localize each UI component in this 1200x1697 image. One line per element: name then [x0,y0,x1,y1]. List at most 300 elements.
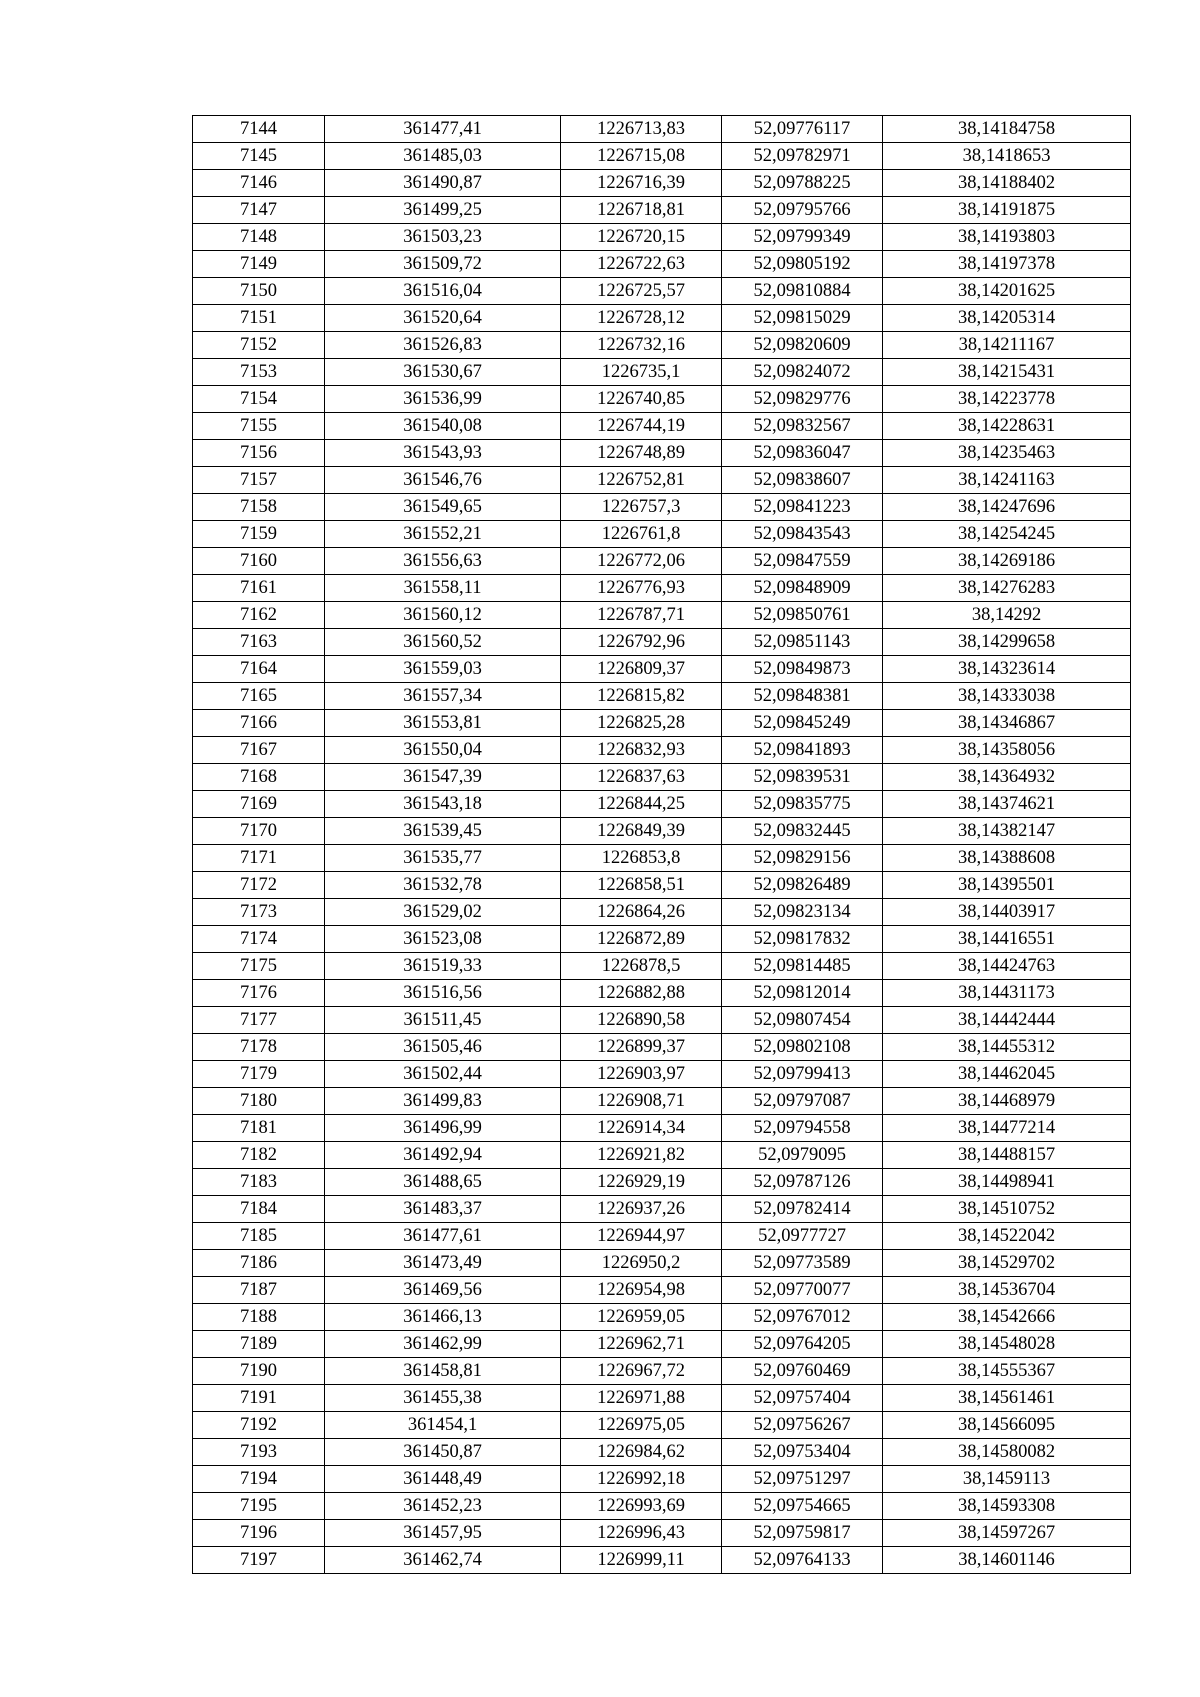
x-coordinate-cell: 361543,18 [325,791,561,818]
table-row [193,1142,1131,1169]
latitude-cell: 52,09847559 [722,548,883,575]
point-number-cell: 7145 [193,143,325,170]
table-row [193,575,1131,602]
x-coordinate-cell: 361543,93 [325,440,561,467]
x-coordinate-cell: 361488,65 [325,1169,561,1196]
latitude-cell: 52,09810884 [722,278,883,305]
point-number-cell: 7180 [193,1088,325,1115]
y-coordinate-cell: 1226837,63 [561,764,722,791]
table-row [193,1196,1131,1223]
y-coordinate-cell: 1226735,1 [561,359,722,386]
point-number-cell: 7168 [193,764,325,791]
longitude-cell: 38,14555367 [883,1358,1131,1385]
x-coordinate-cell: 361560,12 [325,602,561,629]
x-coordinate-cell: 361454,1 [325,1412,561,1439]
latitude-cell: 52,09851143 [722,629,883,656]
table-row [193,1466,1131,1493]
point-number-cell: 7175 [193,953,325,980]
table-row [193,1115,1131,1142]
table-row [193,602,1131,629]
latitude-cell: 52,09841223 [722,494,883,521]
point-number-cell: 7163 [193,629,325,656]
longitude-cell: 38,14333038 [883,683,1131,710]
coordinates-table-body [193,116,1131,1574]
y-coordinate-cell: 1226722,63 [561,251,722,278]
y-coordinate-cell: 1226890,58 [561,1007,722,1034]
point-number-cell: 7181 [193,1115,325,1142]
table-row [193,845,1131,872]
x-coordinate-cell: 361448,49 [325,1466,561,1493]
x-coordinate-cell: 361511,45 [325,1007,561,1034]
longitude-cell: 38,14215431 [883,359,1131,386]
latitude-cell: 52,09756267 [722,1412,883,1439]
y-coordinate-cell: 1226971,88 [561,1385,722,1412]
point-number-cell: 7150 [193,278,325,305]
latitude-cell: 52,09807454 [722,1007,883,1034]
latitude-cell: 52,09845249 [722,710,883,737]
longitude-cell: 38,14276283 [883,575,1131,602]
latitude-cell: 52,0979095 [722,1142,883,1169]
y-coordinate-cell: 1226999,11 [561,1547,722,1574]
latitude-cell: 52,09757404 [722,1385,883,1412]
table-row [193,1439,1131,1466]
table-row [193,1412,1131,1439]
y-coordinate-cell: 1226853,8 [561,845,722,872]
longitude-cell: 38,14477214 [883,1115,1131,1142]
x-coordinate-cell: 361549,65 [325,494,561,521]
point-number-cell: 7189 [193,1331,325,1358]
longitude-cell: 38,14542666 [883,1304,1131,1331]
latitude-cell: 52,09770077 [722,1277,883,1304]
point-number-cell: 7195 [193,1493,325,1520]
latitude-cell: 52,09782414 [722,1196,883,1223]
latitude-cell: 52,09782971 [722,143,883,170]
y-coordinate-cell: 1226748,89 [561,440,722,467]
table-row [193,953,1131,980]
table-row [193,926,1131,953]
y-coordinate-cell: 1226728,12 [561,305,722,332]
table-row [193,1061,1131,1088]
latitude-cell: 52,09773589 [722,1250,883,1277]
longitude-cell: 38,14235463 [883,440,1131,467]
y-coordinate-cell: 1226772,06 [561,548,722,575]
y-coordinate-cell: 1226899,37 [561,1034,722,1061]
point-number-cell: 7158 [193,494,325,521]
y-coordinate-cell: 1226864,26 [561,899,722,926]
y-coordinate-cell: 1226718,81 [561,197,722,224]
latitude-cell: 52,09841893 [722,737,883,764]
table-row [193,1250,1131,1277]
longitude-cell: 38,14462045 [883,1061,1131,1088]
latitude-cell: 52,09835775 [722,791,883,818]
x-coordinate-cell: 361552,21 [325,521,561,548]
table-row [193,440,1131,467]
y-coordinate-cell: 1226944,97 [561,1223,722,1250]
y-coordinate-cell: 1226967,72 [561,1358,722,1385]
longitude-cell: 38,14424763 [883,953,1131,980]
x-coordinate-cell: 361540,08 [325,413,561,440]
y-coordinate-cell: 1226720,15 [561,224,722,251]
longitude-cell: 38,14193803 [883,224,1131,251]
point-number-cell: 7154 [193,386,325,413]
y-coordinate-cell: 1226744,19 [561,413,722,440]
longitude-cell: 38,1459113 [883,1466,1131,1493]
latitude-cell: 52,09814485 [722,953,883,980]
latitude-cell: 52,09759817 [722,1520,883,1547]
table-row [193,251,1131,278]
x-coordinate-cell: 361536,99 [325,386,561,413]
longitude-cell: 38,14364932 [883,764,1131,791]
y-coordinate-cell: 1226716,39 [561,170,722,197]
table-row [193,1223,1131,1250]
table-row [193,764,1131,791]
table-row [193,467,1131,494]
y-coordinate-cell: 1226715,08 [561,143,722,170]
x-coordinate-cell: 361457,95 [325,1520,561,1547]
table-row [193,980,1131,1007]
x-coordinate-cell: 361526,83 [325,332,561,359]
longitude-cell: 38,14442444 [883,1007,1131,1034]
point-number-cell: 7147 [193,197,325,224]
y-coordinate-cell: 1226962,71 [561,1331,722,1358]
latitude-cell: 52,09815029 [722,305,883,332]
x-coordinate-cell: 361509,72 [325,251,561,278]
y-coordinate-cell: 1226776,93 [561,575,722,602]
table-row [193,899,1131,926]
table-row [193,278,1131,305]
latitude-cell: 52,09848381 [722,683,883,710]
latitude-cell: 52,09826489 [722,872,883,899]
y-coordinate-cell: 1226757,3 [561,494,722,521]
longitude-cell: 38,14468979 [883,1088,1131,1115]
point-number-cell: 7185 [193,1223,325,1250]
x-coordinate-cell: 361529,02 [325,899,561,926]
y-coordinate-cell: 1226903,97 [561,1061,722,1088]
y-coordinate-cell: 1226993,69 [561,1493,722,1520]
latitude-cell: 52,09850761 [722,602,883,629]
x-coordinate-cell: 361530,67 [325,359,561,386]
y-coordinate-cell: 1226787,71 [561,602,722,629]
x-coordinate-cell: 361516,04 [325,278,561,305]
latitude-cell: 52,09829776 [722,386,883,413]
latitude-cell: 52,09829156 [722,845,883,872]
table-row [193,1385,1131,1412]
point-number-cell: 7178 [193,1034,325,1061]
x-coordinate-cell: 361539,45 [325,818,561,845]
longitude-cell: 38,14299658 [883,629,1131,656]
point-number-cell: 7151 [193,305,325,332]
point-number-cell: 7153 [193,359,325,386]
latitude-cell: 52,09797087 [722,1088,883,1115]
y-coordinate-cell: 1226882,88 [561,980,722,1007]
x-coordinate-cell: 361502,44 [325,1061,561,1088]
table-row [193,1088,1131,1115]
point-number-cell: 7197 [193,1547,325,1574]
latitude-cell: 52,09849873 [722,656,883,683]
x-coordinate-cell: 361553,81 [325,710,561,737]
longitude-cell: 38,14188402 [883,170,1131,197]
x-coordinate-cell: 361490,87 [325,170,561,197]
point-number-cell: 7157 [193,467,325,494]
x-coordinate-cell: 361535,77 [325,845,561,872]
y-coordinate-cell: 1226908,71 [561,1088,722,1115]
latitude-cell: 52,09751297 [722,1466,883,1493]
y-coordinate-cell: 1226872,89 [561,926,722,953]
point-number-cell: 7176 [193,980,325,1007]
y-coordinate-cell: 1226815,82 [561,683,722,710]
latitude-cell: 52,09760469 [722,1358,883,1385]
table-row [193,143,1131,170]
point-number-cell: 7196 [193,1520,325,1547]
table-row [193,1277,1131,1304]
y-coordinate-cell: 1226959,05 [561,1304,722,1331]
longitude-cell: 38,14374621 [883,791,1131,818]
x-coordinate-cell: 361505,46 [325,1034,561,1061]
table-row [193,710,1131,737]
longitude-cell: 38,14561461 [883,1385,1131,1412]
latitude-cell: 52,09776117 [722,116,883,143]
point-number-cell: 7179 [193,1061,325,1088]
point-number-cell: 7170 [193,818,325,845]
x-coordinate-cell: 361499,25 [325,197,561,224]
latitude-cell: 52,09836047 [722,440,883,467]
point-number-cell: 7162 [193,602,325,629]
point-number-cell: 7174 [193,926,325,953]
longitude-cell: 38,14211167 [883,332,1131,359]
x-coordinate-cell: 361560,52 [325,629,561,656]
x-coordinate-cell: 361559,03 [325,656,561,683]
latitude-cell: 52,09820609 [722,332,883,359]
y-coordinate-cell: 1226937,26 [561,1196,722,1223]
x-coordinate-cell: 361496,99 [325,1115,561,1142]
point-number-cell: 7148 [193,224,325,251]
longitude-cell: 38,14205314 [883,305,1131,332]
longitude-cell: 38,14254245 [883,521,1131,548]
longitude-cell: 38,14416551 [883,926,1131,953]
y-coordinate-cell: 1226984,62 [561,1439,722,1466]
longitude-cell: 38,14241163 [883,467,1131,494]
y-coordinate-cell: 1226992,18 [561,1466,722,1493]
point-number-cell: 7182 [193,1142,325,1169]
longitude-cell: 38,14510752 [883,1196,1131,1223]
y-coordinate-cell: 1226792,96 [561,629,722,656]
point-number-cell: 7161 [193,575,325,602]
latitude-cell: 52,09753404 [722,1439,883,1466]
x-coordinate-cell: 361519,33 [325,953,561,980]
x-coordinate-cell: 361550,04 [325,737,561,764]
x-coordinate-cell: 361450,87 [325,1439,561,1466]
point-number-cell: 7165 [193,683,325,710]
latitude-cell: 52,09805192 [722,251,883,278]
table-row [193,332,1131,359]
longitude-cell: 38,14593308 [883,1493,1131,1520]
point-number-cell: 7171 [193,845,325,872]
x-coordinate-cell: 361547,39 [325,764,561,791]
x-coordinate-cell: 361556,63 [325,548,561,575]
table-row [193,656,1131,683]
y-coordinate-cell: 1226858,51 [561,872,722,899]
longitude-cell: 38,14395501 [883,872,1131,899]
table-row [193,1331,1131,1358]
point-number-cell: 7192 [193,1412,325,1439]
x-coordinate-cell: 361503,23 [325,224,561,251]
point-number-cell: 7156 [193,440,325,467]
longitude-cell: 38,14201625 [883,278,1131,305]
latitude-cell: 52,09824072 [722,359,883,386]
table-row [193,872,1131,899]
latitude-cell: 52,09754665 [722,1493,883,1520]
x-coordinate-cell: 361557,34 [325,683,561,710]
longitude-cell: 38,14358056 [883,737,1131,764]
table-row [193,629,1131,656]
table-row [193,548,1131,575]
latitude-cell: 52,09802108 [722,1034,883,1061]
table-row [193,305,1131,332]
point-number-cell: 7155 [193,413,325,440]
table-row [193,386,1131,413]
y-coordinate-cell: 1226761,8 [561,521,722,548]
longitude-cell: 38,14580082 [883,1439,1131,1466]
table-row [193,359,1131,386]
table-row [193,1493,1131,1520]
longitude-cell: 38,14522042 [883,1223,1131,1250]
x-coordinate-cell: 361520,64 [325,305,561,332]
longitude-cell: 38,14247696 [883,494,1131,521]
x-coordinate-cell: 361458,81 [325,1358,561,1385]
longitude-cell: 38,14403917 [883,899,1131,926]
y-coordinate-cell: 1226929,19 [561,1169,722,1196]
longitude-cell: 38,14382147 [883,818,1131,845]
x-coordinate-cell: 361558,11 [325,575,561,602]
table-row [193,1358,1131,1385]
point-number-cell: 7160 [193,548,325,575]
y-coordinate-cell: 1226849,39 [561,818,722,845]
longitude-cell: 38,14529702 [883,1250,1131,1277]
table-row [193,1169,1131,1196]
latitude-cell: 52,09839531 [722,764,883,791]
y-coordinate-cell: 1226825,28 [561,710,722,737]
latitude-cell: 52,09832445 [722,818,883,845]
x-coordinate-cell: 361516,56 [325,980,561,1007]
table-row [193,1520,1131,1547]
point-number-cell: 7159 [193,521,325,548]
latitude-cell: 52,09838607 [722,467,883,494]
y-coordinate-cell: 1226844,25 [561,791,722,818]
y-coordinate-cell: 1226832,93 [561,737,722,764]
table-row [193,521,1131,548]
x-coordinate-cell: 361452,23 [325,1493,561,1520]
latitude-cell: 52,09848909 [722,575,883,602]
longitude-cell: 38,14566095 [883,1412,1131,1439]
point-number-cell: 7184 [193,1196,325,1223]
longitude-cell: 38,14191875 [883,197,1131,224]
table-row [193,818,1131,845]
point-number-cell: 7187 [193,1277,325,1304]
latitude-cell: 52,09832567 [722,413,883,440]
longitude-cell: 38,14388608 [883,845,1131,872]
x-coordinate-cell: 361455,38 [325,1385,561,1412]
x-coordinate-cell: 361532,78 [325,872,561,899]
latitude-cell: 52,09794558 [722,1115,883,1142]
y-coordinate-cell: 1226878,5 [561,953,722,980]
latitude-cell: 52,09799349 [722,224,883,251]
x-coordinate-cell: 361462,74 [325,1547,561,1574]
latitude-cell: 52,09764133 [722,1547,883,1574]
y-coordinate-cell: 1226921,82 [561,1142,722,1169]
longitude-cell: 38,14292 [883,602,1131,629]
longitude-cell: 38,14223778 [883,386,1131,413]
latitude-cell: 52,09795766 [722,197,883,224]
x-coordinate-cell: 361483,37 [325,1196,561,1223]
table-row [193,683,1131,710]
y-coordinate-cell: 1226725,57 [561,278,722,305]
point-number-cell: 7144 [193,116,325,143]
latitude-cell: 52,09787126 [722,1169,883,1196]
longitude-cell: 38,14536704 [883,1277,1131,1304]
x-coordinate-cell: 361523,08 [325,926,561,953]
latitude-cell: 52,0977727 [722,1223,883,1250]
longitude-cell: 38,14455312 [883,1034,1131,1061]
table-row [193,224,1131,251]
point-number-cell: 7188 [193,1304,325,1331]
longitude-cell: 38,14597267 [883,1520,1131,1547]
x-coordinate-cell: 361477,61 [325,1223,561,1250]
point-number-cell: 7172 [193,872,325,899]
longitude-cell: 38,14346867 [883,710,1131,737]
longitude-cell: 38,14548028 [883,1331,1131,1358]
table-row [193,413,1131,440]
longitude-cell: 38,14601146 [883,1547,1131,1574]
table-row [193,1547,1131,1574]
x-coordinate-cell: 361485,03 [325,143,561,170]
point-number-cell: 7193 [193,1439,325,1466]
point-number-cell: 7169 [193,791,325,818]
y-coordinate-cell: 1226914,34 [561,1115,722,1142]
table-row [193,116,1131,143]
latitude-cell: 52,09764205 [722,1331,883,1358]
longitude-cell: 38,14197378 [883,251,1131,278]
latitude-cell: 52,09788225 [722,170,883,197]
table-row [193,170,1131,197]
longitude-cell: 38,14488157 [883,1142,1131,1169]
longitude-cell: 38,14431173 [883,980,1131,1007]
longitude-cell: 38,14498941 [883,1169,1131,1196]
point-number-cell: 7164 [193,656,325,683]
longitude-cell: 38,14228631 [883,413,1131,440]
latitude-cell: 52,09817832 [722,926,883,953]
point-number-cell: 7146 [193,170,325,197]
point-number-cell: 7149 [193,251,325,278]
table-row [193,1007,1131,1034]
point-number-cell: 7186 [193,1250,325,1277]
y-coordinate-cell: 1226752,81 [561,467,722,494]
latitude-cell: 52,09767012 [722,1304,883,1331]
longitude-cell: 38,14323614 [883,656,1131,683]
longitude-cell: 38,1418653 [883,143,1131,170]
longitude-cell: 38,14269186 [883,548,1131,575]
latitude-cell: 52,09843543 [722,521,883,548]
point-number-cell: 7152 [193,332,325,359]
y-coordinate-cell: 1226950,2 [561,1250,722,1277]
table-row [193,494,1131,521]
y-coordinate-cell: 1226975,05 [561,1412,722,1439]
point-number-cell: 7191 [193,1385,325,1412]
latitude-cell: 52,09823134 [722,899,883,926]
longitude-cell: 38,14184758 [883,116,1131,143]
point-number-cell: 7166 [193,710,325,737]
point-number-cell: 7173 [193,899,325,926]
point-number-cell: 7183 [193,1169,325,1196]
